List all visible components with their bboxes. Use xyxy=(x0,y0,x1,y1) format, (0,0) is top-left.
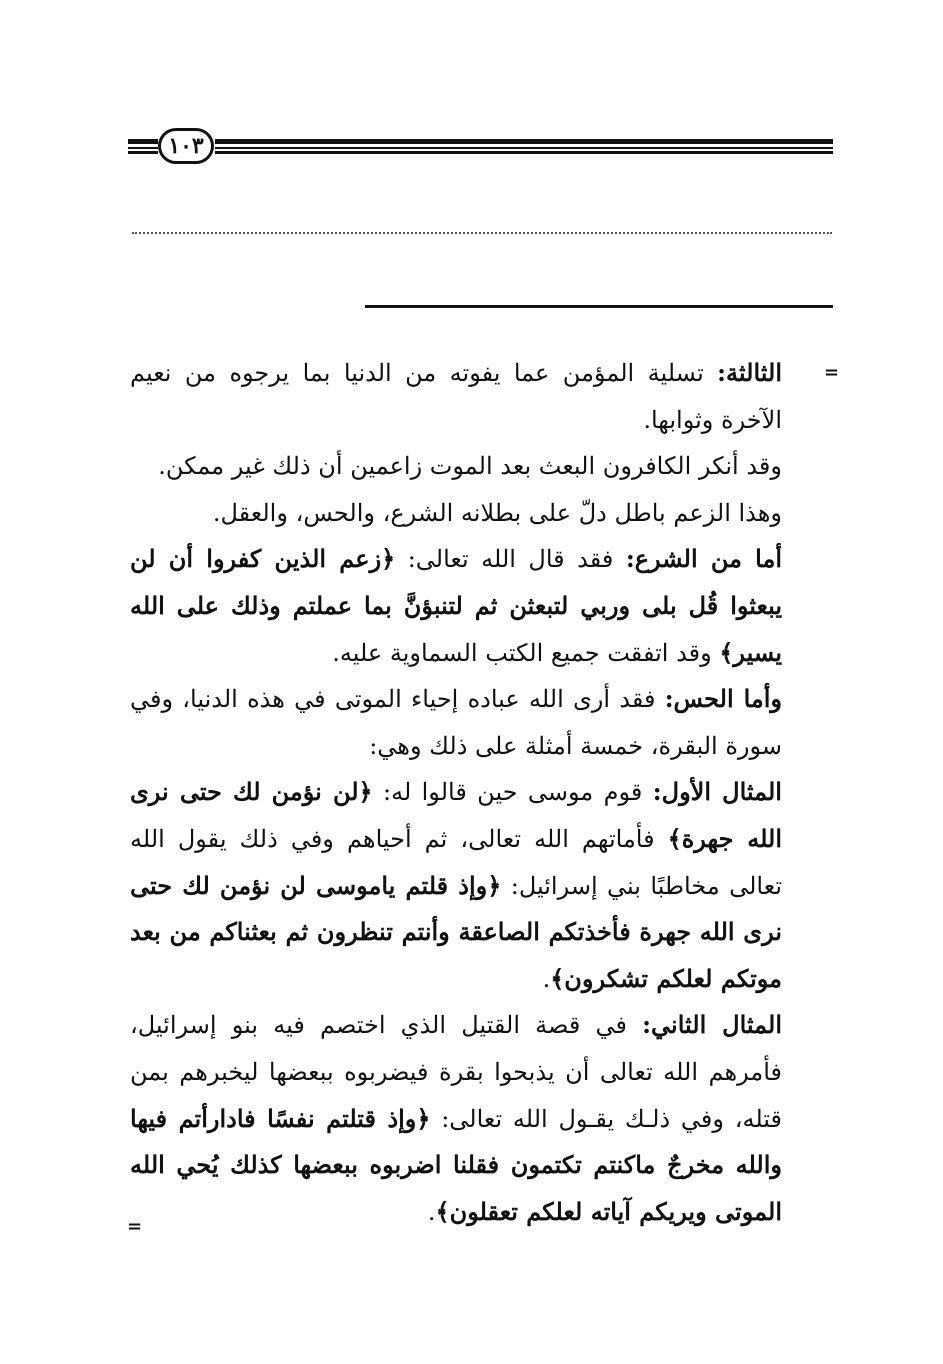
paragraph-body: وقد أنكر الكافرون البعث بعد الموت زاعمين أن ذلك غير ممكن. xyxy=(158,452,782,481)
paragraph-body: فقد أرى الله عباده إحياء الموتى في هذه الدنيا، وفي سورة البقرة، خمسة أمثلة على ذلك وهي: xyxy=(130,685,782,760)
paragraph-lead: الثالثة: xyxy=(717,358,782,387)
section-rule xyxy=(365,305,833,308)
header-rule xyxy=(215,139,833,155)
dotted-separator xyxy=(132,232,832,234)
paragraph-tail: . xyxy=(542,964,551,993)
paragraph-tail: وقد اتفقت جميع الكتب السماوية عليه. xyxy=(332,638,720,667)
paragraph-tail: فأماتهم الله تعالى، ثم أحياهم وفي ذلك يقول الله تعالى مخاطبًا بني إسرائيل: xyxy=(130,824,783,900)
paragraph-body: قوم موسى حين قالوا له: xyxy=(372,778,653,807)
header-rule-left xyxy=(128,139,158,155)
page-number: ١٠٣ xyxy=(158,128,214,164)
paragraph-tail: . xyxy=(427,1197,436,1226)
paragraph-lead: وأما الحس: xyxy=(664,684,782,714)
quran-verse: ﴿وإذ قتلتم نفسًا فادارأتم فيها والله مخرجٌ ماكنتم تكتمون فقلنا اضربوه ببعضها كذلك يُحي الله الموتى ويريكم آياته لعلكم تعقلون﴾ xyxy=(130,1103,782,1226)
margin-mark-top: = xyxy=(824,362,840,383)
margin-mark-bottom: = xyxy=(127,1216,143,1237)
paragraph-shar xyxy=(130,536,782,676)
paragraph-body: وهذا الزعم باطل دلّ على بطلانه الشرع، والحس، والعقل. xyxy=(212,498,782,527)
body-text xyxy=(130,350,782,1235)
paragraph-example-2 xyxy=(130,1002,782,1235)
paragraph-body: تسلية المؤمن عما يفوته من الدنيا بما يرجوه من نعيم الآخرة وثوابها. xyxy=(130,359,782,434)
paragraph-lead: المثال الأول: xyxy=(652,777,782,807)
paragraph-claim xyxy=(130,490,782,537)
paragraph-body: في قصة القتيل الذي اختصم فيه بنو إسرائيل، فأمرهم الله تعالى أن يذبحوا بقرة فيضربوه ببعضها ليخبرهم بمن قتله، وفي ذلـك يقـول الله تعالى: xyxy=(130,1011,782,1133)
quran-verse: ﴿لن نؤمن لك حتى نرى الله جهرة﴾ xyxy=(130,777,782,853)
paragraph-denial xyxy=(130,443,782,490)
quran-verse: ﴿وإذ قلتم ياموسى لن نؤمن لك حتى نرى الله جهرة فأخذتكم الصاعقة وأنتم تنظرون ثم بعثناكم من بعد موتكم لعلكم تشكرون﴾ xyxy=(130,870,782,993)
paragraph-lead: أما من الشرع: xyxy=(625,544,783,574)
paragraph-hiss xyxy=(130,676,782,769)
paragraph-body: فقد قال الله تعالى: xyxy=(395,545,626,574)
paragraph-third xyxy=(130,350,782,443)
quran-verse: ﴿زعم الذين كفروا أن لن يبعثوا قُل بلى وربي لتبعثن ثم لتنبؤنَّ بما عملتم وذلك على الله يسير﴾ xyxy=(130,544,782,667)
paragraph-example-1 xyxy=(130,769,782,1002)
paragraph-lead: المثال الثاني: xyxy=(642,1010,783,1040)
